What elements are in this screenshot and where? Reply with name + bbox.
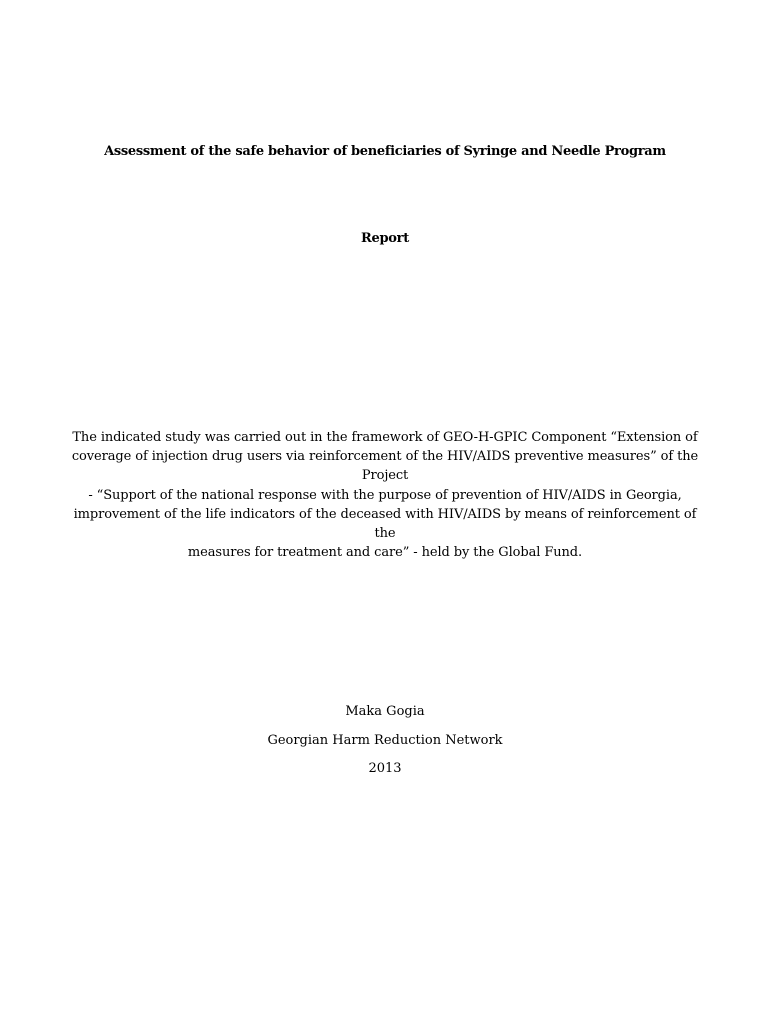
body-paragraph bbox=[68, 428, 702, 562]
document-title: Assessment of the safe behavior of beneficiaries of Syringe and Needle Program bbox=[104, 144, 666, 159]
document-subtitle: Report bbox=[361, 231, 409, 246]
body-line: measures for treatment and care” - held by the Global Fund. bbox=[187, 545, 583, 561]
body-line: The indicated study was carried out in the framework of GEO-H-GPIC Component “Extension of bbox=[72, 430, 698, 445]
body-line: coverage of injection drug users via reinforcement of the HIV/AIDS preventive measures” of the Project bbox=[71, 449, 699, 484]
organization-name: Georgian Harm Reduction Network bbox=[267, 733, 503, 748]
author-name: Maka Gogia bbox=[345, 704, 425, 719]
body-line: improvement of the life indicators of the deceased with HIV/AIDS by means of reinforcement of the bbox=[73, 506, 697, 542]
publication-year: 2013 bbox=[368, 761, 402, 776]
body-line: - “Support of the national response with the purpose of prevention of HIV/AIDS in Georgia, bbox=[88, 487, 682, 503]
